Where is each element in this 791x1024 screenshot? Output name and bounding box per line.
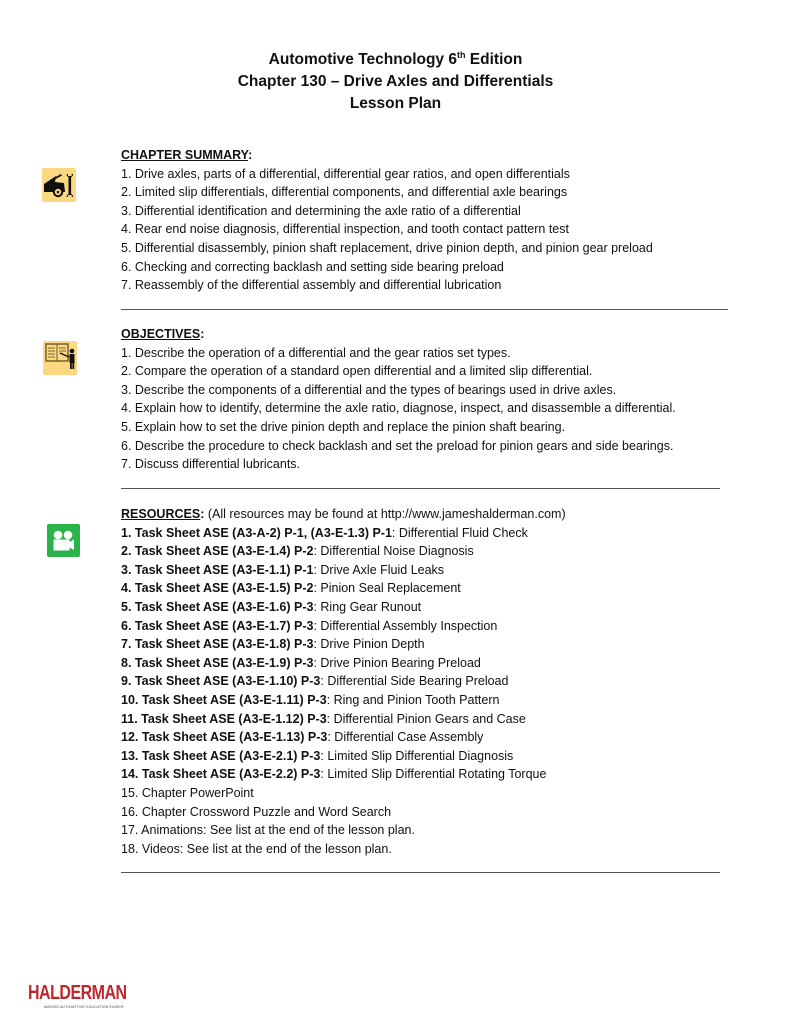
- resource-title: : Pinion Seal Replacement: [313, 581, 461, 596]
- resource-number: 17.: [121, 823, 142, 838]
- resource-item: [121, 598, 566, 617]
- section-divider: [121, 872, 720, 873]
- heading-colon: :: [200, 507, 205, 521]
- resource-item: [121, 691, 566, 710]
- task-sheet-reference: Task Sheet ASE (A3-E-1.13) P-3: [141, 730, 328, 745]
- task-sheet-reference: Task Sheet ASE (A3-E-1.9) P-3: [134, 655, 314, 670]
- objective-item: 7. Discuss differential lubricants.: [121, 457, 301, 472]
- resource-item: [121, 672, 566, 691]
- objective-item: 5. Explain how to set the drive pinion depth and replace the pinion shaft bearing.: [121, 419, 566, 434]
- resource-item: [121, 617, 566, 636]
- resource-title: Animations: See list at the end of the lesson plan.: [141, 823, 415, 838]
- task-sheet-reference: Task Sheet ASE (A3-E-1.4) P-2: [134, 544, 314, 559]
- resource-title: : Differential Side Bearing Preload: [320, 674, 509, 689]
- objective-item: 4. Explain how to identify, determine the axle ratio, diagnose, inspect, and disassemble a differential.: [121, 401, 676, 416]
- resource-number: 18.: [121, 841, 142, 856]
- task-sheet-reference: Task Sheet ASE (A3-E-1.7) P-3: [134, 618, 314, 633]
- summary-item: 4. Rear end noise diagnosis, differential inspection, and tooth contact pattern test: [121, 222, 569, 237]
- resource-title: : Limited Slip Differential Rotating Torque: [320, 767, 547, 782]
- resource-number: 2.: [121, 544, 135, 559]
- resource-item: [121, 821, 566, 840]
- resource-item: [121, 803, 566, 822]
- resource-title: : Drive Axle Fluid Leaks: [313, 562, 445, 577]
- resource-number: 10.: [121, 692, 142, 707]
- halderman-logo: [28, 984, 127, 1009]
- objectives-heading: [121, 325, 676, 344]
- video-camera-icon: [47, 524, 80, 557]
- title-book-name: Automotive Technology 6: [268, 51, 457, 68]
- resource-title: : Ring and Pinion Tooth Pattern: [326, 692, 500, 707]
- summary-item: 5. Differential disassembly, pinion shaft replacement, drive pinion depth, and pinion gear preload: [121, 240, 653, 255]
- resource-title: : Differential Case Assembly: [327, 730, 484, 745]
- chapter-summary-heading: [121, 146, 653, 165]
- task-sheet-reference: Task Sheet ASE (A3-E-1.12) P-3: [141, 711, 327, 726]
- summary-item: 7. Reassembly of the differential assembly and differential lubrication: [121, 278, 502, 293]
- resource-number: 8.: [121, 655, 135, 670]
- resource-item: [121, 765, 566, 784]
- resource-number: 9.: [121, 674, 135, 689]
- section-divider: [121, 488, 720, 489]
- title-line-chapter: Chapter 130 – Drive Axles and Differentials: [237, 73, 554, 90]
- objectives-section: [121, 325, 676, 474]
- resource-number: 11.: [121, 711, 142, 726]
- resource-number: 7.: [121, 637, 135, 652]
- section-divider: [121, 309, 728, 310]
- resource-item: [121, 579, 566, 598]
- title-superscript: th: [456, 50, 466, 60]
- summary-item: 1. Drive axles, parts of a differential, differential gear ratios, and open differentials: [121, 166, 570, 181]
- resource-number: 3.: [121, 562, 135, 577]
- resources-note: (All resources may be found at http://www.jameshalderman.com): [204, 507, 566, 521]
- logo-tagline: MAKING AUTOMOTIVE EDUCATION EASIER: [44, 1005, 124, 1009]
- task-sheet-reference: Task Sheet ASE (A3-E-1.10) P-3: [134, 674, 321, 689]
- resource-title: : Limited Slip Differential Diagnosis: [320, 748, 514, 763]
- resource-title: : Differential Fluid Check: [391, 525, 528, 540]
- heading-text: RESOURCES: [121, 507, 201, 521]
- resource-item: [121, 784, 566, 803]
- heading-text: OBJECTIVES: [121, 327, 201, 341]
- resource-number: 14.: [121, 767, 142, 782]
- title-line-lesson-plan: Lesson Plan: [349, 95, 442, 112]
- summary-item: 2. Limited slip differentials, differential components, and differential axle bearings: [121, 185, 568, 200]
- objective-item: 6. Describe the procedure to check backlash and set the preload for pinion gears and side bearings.: [121, 438, 674, 453]
- document-title: [0, 49, 791, 115]
- resource-number: 5.: [121, 599, 135, 614]
- task-sheet-reference: Task Sheet ASE (A3-E-2.1) P-3: [141, 748, 321, 763]
- resource-item: [121, 654, 566, 673]
- resource-title: : Drive Pinion Depth: [313, 637, 425, 652]
- resource-title: : Differential Pinion Gears and Case: [326, 711, 526, 726]
- resource-item: [121, 840, 566, 859]
- resource-title: : Differential Assembly Inspection: [313, 618, 498, 633]
- resource-number: 6.: [121, 618, 135, 633]
- resources-heading: [121, 505, 566, 524]
- resource-number: 13.: [121, 748, 142, 763]
- resource-list: [121, 524, 566, 859]
- heading-text: CHAPTER SUMMARY: [121, 148, 249, 162]
- heading-colon: :: [200, 327, 205, 341]
- resource-item: [121, 728, 566, 747]
- objective-item: 3. Describe the components of a differential and the types of bearings used in drive axles.: [121, 382, 617, 397]
- objective-item: 1. Describe the operation of a differential and the gear ratios set types.: [121, 345, 511, 360]
- resource-item: [121, 524, 566, 543]
- teacher-presentation-icon: [43, 341, 77, 375]
- resource-title: Chapter PowerPoint: [141, 785, 254, 800]
- task-sheet-reference: Task Sheet ASE (A3-E-2.2) P-3: [141, 767, 321, 782]
- resource-number: 16.: [121, 804, 142, 819]
- task-sheet-reference: Task Sheet ASE (A3-E-1.6) P-3: [134, 599, 314, 614]
- title-edition: Edition: [465, 51, 523, 68]
- task-sheet-reference: Task Sheet ASE (A3-A-2) P-1, (A3-E-1.3) P-1: [134, 525, 392, 540]
- resource-title: : Ring Gear Runout: [313, 599, 422, 614]
- resource-number: 4.: [121, 581, 135, 596]
- heading-colon: :: [248, 148, 253, 162]
- resource-item: [121, 710, 566, 729]
- title-line-book: [0, 49, 791, 71]
- resources-section: [121, 505, 566, 858]
- resource-number: 15.: [121, 785, 142, 800]
- logo-wordmark: HALDERMAN: [28, 982, 127, 1004]
- task-sheet-reference: Task Sheet ASE (A3-E-1.8) P-3: [134, 637, 314, 652]
- resource-title: Videos: See list at the end of the lesson plan.: [141, 841, 392, 856]
- objective-item: 2. Compare the operation of a standard open differential and a limited slip differential.: [121, 364, 593, 379]
- resource-title: : Drive Pinion Bearing Preload: [313, 655, 481, 670]
- resource-title: Chapter Crossword Puzzle and Word Search: [141, 804, 392, 819]
- task-sheet-reference: Task Sheet ASE (A3-E-1.11) P-3: [141, 692, 327, 707]
- task-sheet-reference: Task Sheet ASE (A3-E-1.1) P-1: [134, 562, 314, 577]
- task-sheet-reference: Task Sheet ASE (A3-E-1.5) P-2: [134, 581, 314, 596]
- resource-item: [121, 542, 566, 561]
- resource-number: 1.: [121, 525, 135, 540]
- car-repair-wrench-icon: [42, 168, 76, 202]
- resource-number: 12.: [121, 730, 142, 745]
- resource-title: : Differential Noise Diagnosis: [313, 544, 474, 559]
- chapter-summary-section: [121, 146, 653, 295]
- resource-item: [121, 635, 566, 654]
- summary-item: 3. Differential identification and determining the axle ratio of a differential: [121, 203, 521, 218]
- summary-item: 6. Checking and correcting backlash and setting side bearing preload: [121, 259, 504, 274]
- resource-item: [121, 747, 566, 766]
- resource-item: [121, 561, 566, 580]
